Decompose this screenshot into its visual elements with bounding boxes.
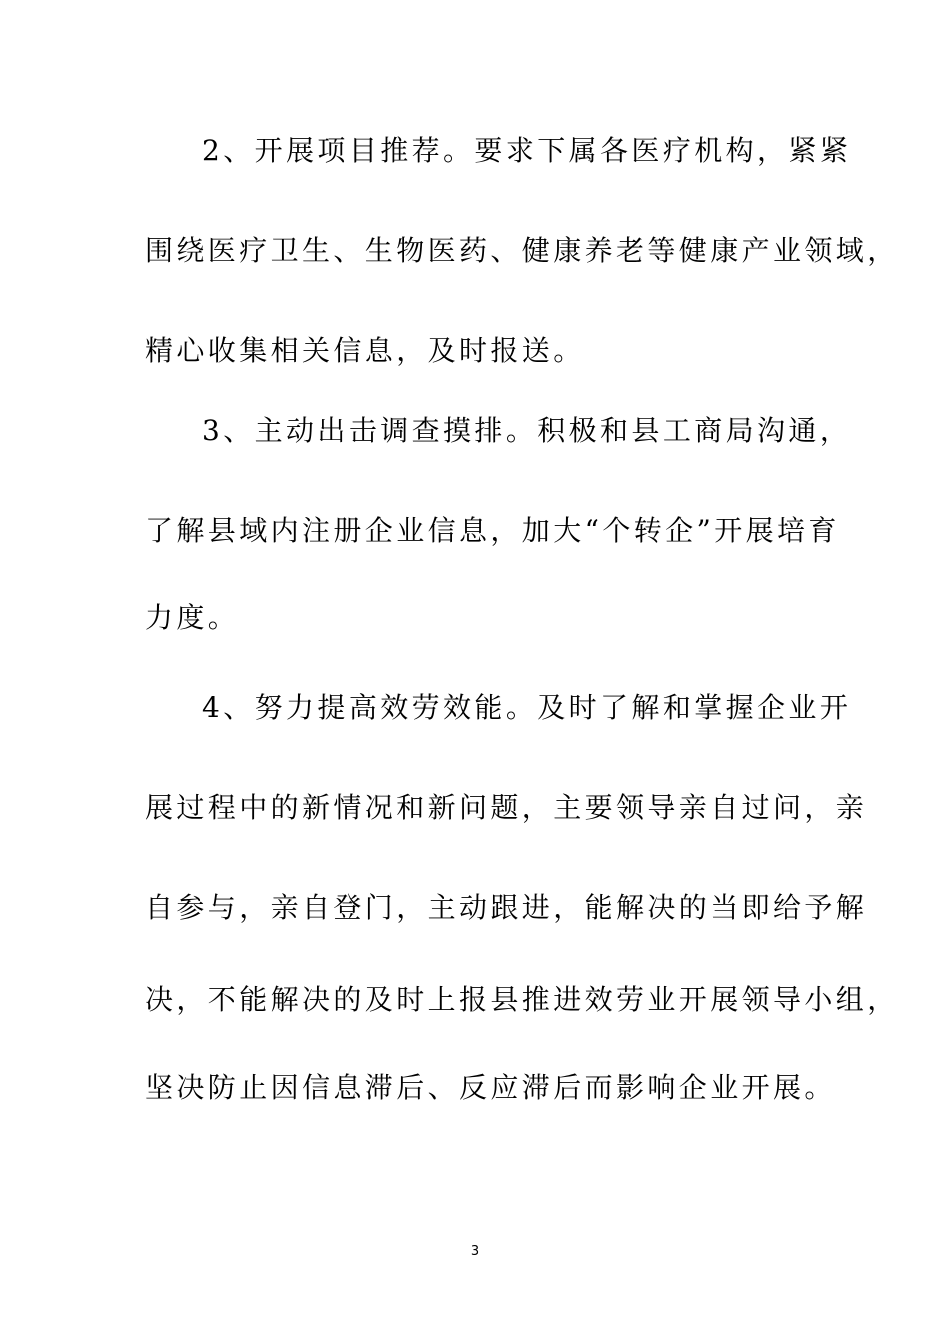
paragraph-3-line-5: 坚决防止因信息滞后、反应滞后而影响企业开展。 xyxy=(145,1071,836,1104)
paragraph-1-line-3: 精心收集相关信息，及时报送。 xyxy=(145,334,585,367)
paragraph-3-line-1: 4、努力提高效劳效能。及时了解和掌握企业开 xyxy=(202,691,852,724)
paragraph-2-line-2: 了解县域内注册企业信息，加大“个转企”开展培育 xyxy=(145,514,840,547)
paragraph-1-line-2: 围绕医疗卫生、生物医药、健康养老等健康产业领域， xyxy=(145,234,899,267)
paragraph-2-line-1: 3、主动出击调查摸排。积极和县工商局沟通， xyxy=(202,414,852,447)
paragraph-3-line-2: 展过程中的新情况和新问题，主要领导亲自过问，亲 xyxy=(145,791,868,824)
paragraph-1-line-1: 2、开展项目推荐。要求下属各医疗机构，紧紧 xyxy=(202,134,852,167)
paragraph-2-line-3: 力度。 xyxy=(145,601,240,634)
page-number: 3 xyxy=(470,1244,480,1259)
paragraph-3-line-3: 自参与，亲自登门，主动跟进，能解决的当即给予解 xyxy=(145,891,868,924)
paragraph-3-line-4: 决，不能解决的及时上报县推进效劳业开展领导小组， xyxy=(145,983,899,1016)
